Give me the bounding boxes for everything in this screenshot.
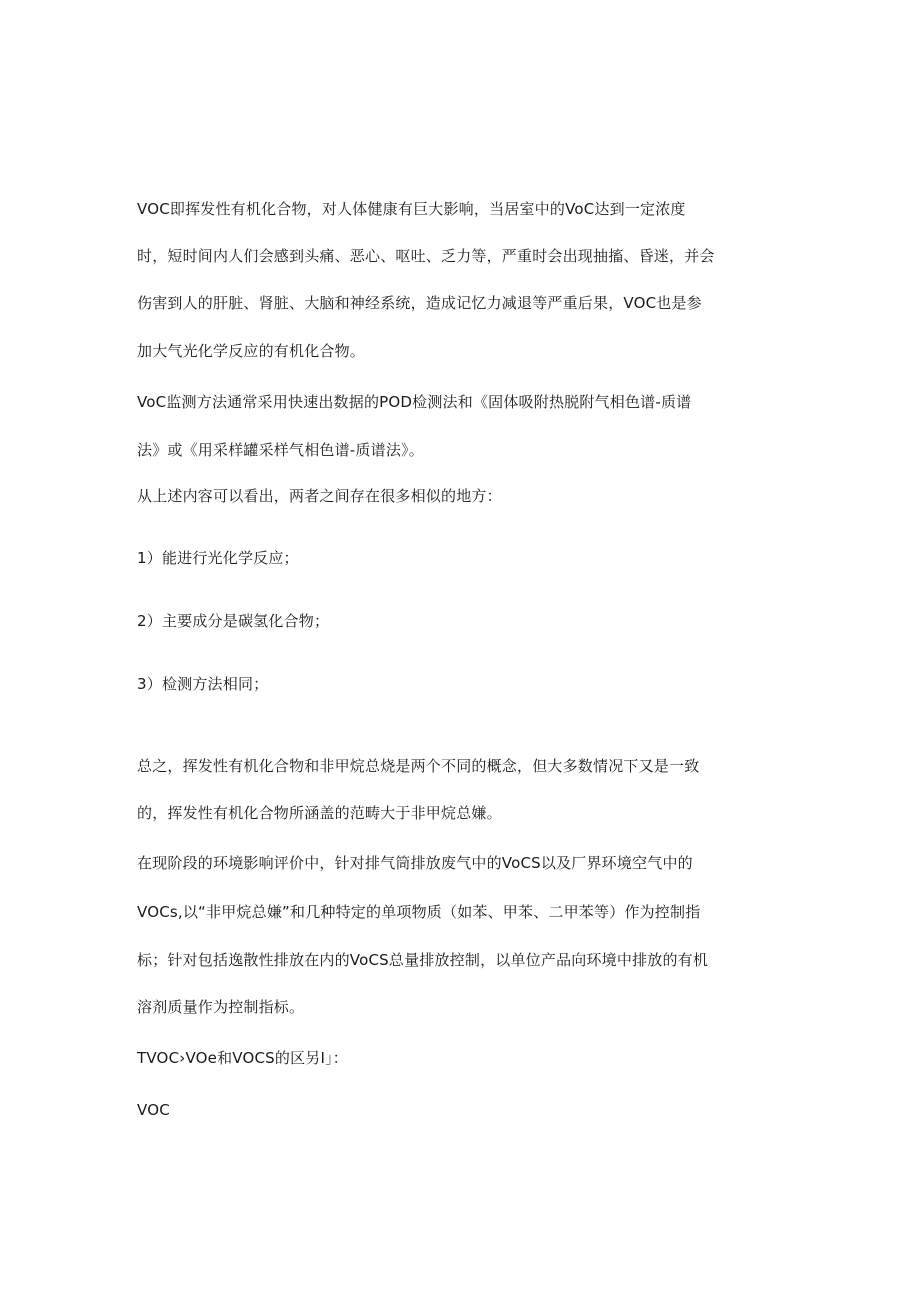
list-item-1: 1）能进行光化学反应； (137, 549, 299, 567)
paragraph-1-line-4: 加大气光化学反应的有机化合物。 (137, 342, 366, 360)
paragraph-5-line-1: 在现阶段的环境影响评价中，针对排气筒排放废气中的VoCS以及厂界环境空气中的 (137, 854, 693, 872)
paragraph-1-line-3: 伤害到人的肝脏、肾脏、大脑和神经系统，造成记忆力减退等严重后果，VOC也是参 (137, 294, 702, 312)
paragraph-2-line-2: 法》或《用采样罐采样气相色谱-质谱法》。 (137, 441, 424, 459)
paragraph-3: 从上述内容可以看出，两者之间存在很多相似的地方： (137, 487, 502, 505)
section-heading: TVOC›VOe和VOCS的区另I」： (137, 1049, 348, 1067)
subheading-voc: VOC (137, 1101, 170, 1119)
paragraph-2-line-1: VoC监测方法通常采用快速出数据的POD检测法和《固体吸附热脱附气相色谱-质谱 (137, 393, 692, 411)
paragraph-4-line-1: 总之，挥发性有机化合物和非甲烷总烧是两个不同的概念，但大多数情况下又是一致 (137, 757, 700, 775)
paragraph-5-line-2: VOCs,以“非甲烷总嫌”和几种特定的单项物质（如苯、甲苯、二甲苯等）作为控制指 (137, 903, 701, 921)
list-item-2: 2）主要成分是碳氢化合物； (137, 612, 330, 630)
paragraph-1-line-2: 时，短时间内人们会感到头痛、恶心、呕吐、乏力等，严重时会出现抽搐、昏迷，并会 (137, 247, 715, 265)
paragraph-5-line-3: 标；针对包括逸散性排放在内的VoCS总量排放控制，以单位产品向环境中排放的有机 (137, 951, 709, 969)
paragraph-1-line-1: VOC即挥发性有机化合物，对人体健康有巨大影响，当居室中的VoC达到一定浓度 (137, 200, 686, 218)
paragraph-4-line-2: 的，挥发性有机化合物所涵盖的范畴大于非甲烷总嫌。 (137, 804, 502, 822)
list-item-3: 3）检测方法相同； (137, 675, 269, 693)
paragraph-5-line-4: 溶剂质量作为控制指标。 (137, 998, 305, 1016)
